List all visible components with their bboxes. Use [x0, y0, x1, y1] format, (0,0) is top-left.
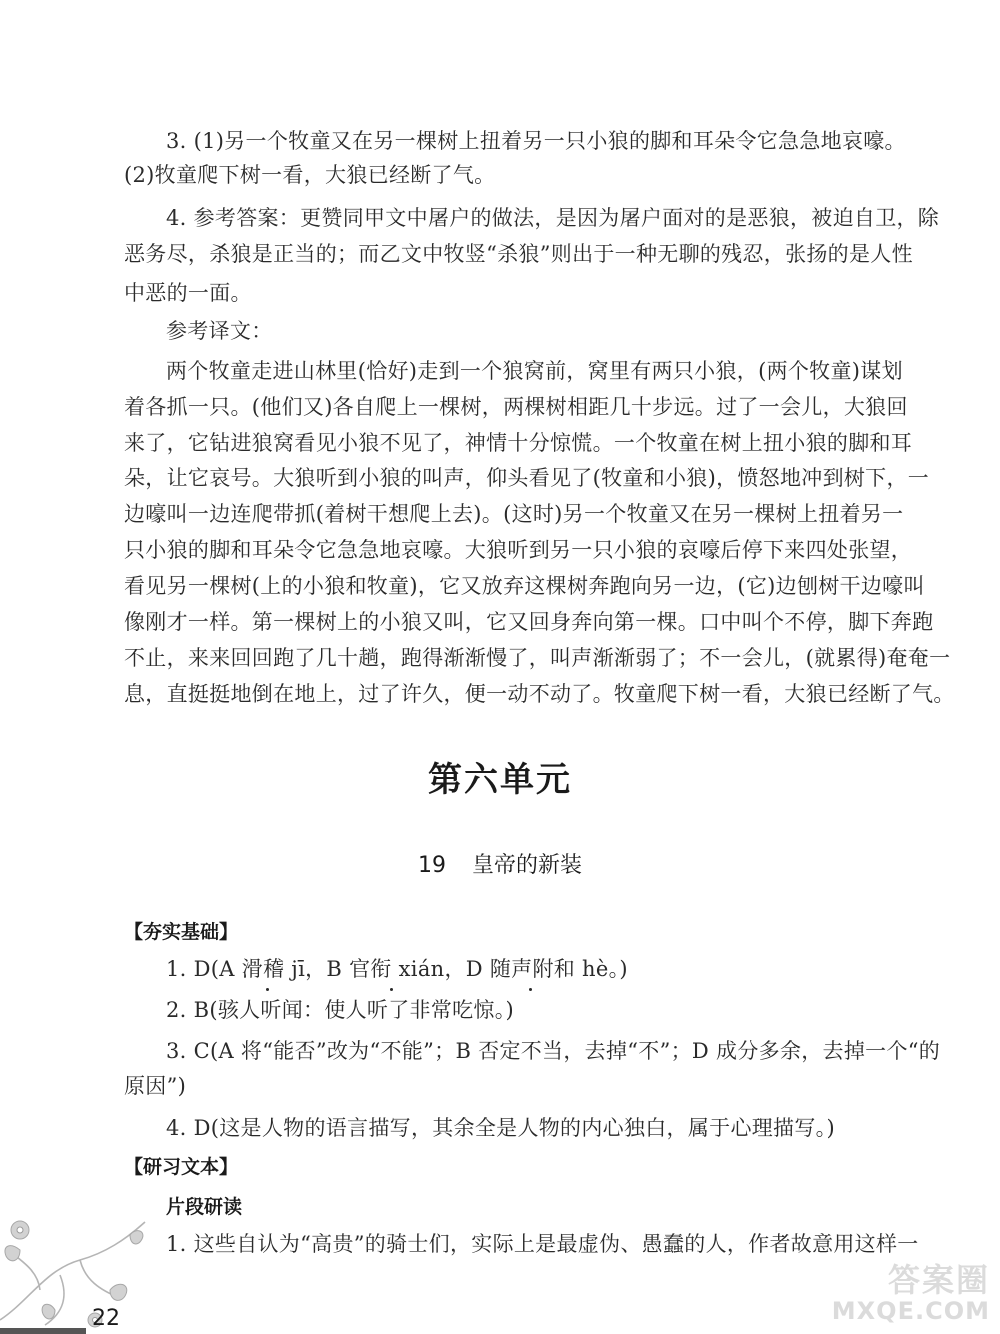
emphasis-dot: [390, 988, 393, 991]
lesson-name: 皇帝的新装: [471, 853, 582, 878]
page-number: 22: [92, 1306, 120, 1331]
lesson-number: 19: [417, 853, 446, 878]
basics-item-4: 4. D(这是人物的语言描写，其余全是人物的内心独白，属于心理描写。): [166, 1116, 835, 1140]
translation-line: 只小狼的脚和耳朵令它急急地哀嚎。大狼听到另一只小狼的哀嚎后停下来四处张望，: [124, 538, 913, 562]
translation-line: 看见另一棵树(上的小狼和牧童)，它又放弃这棵树奔跑向另一边，(它)边刨树干边嚎叫: [124, 574, 925, 598]
unit-title: 第六单元: [428, 760, 572, 800]
answer-3-line-1: 3. (1)另一个牧童又在另一棵树上扭着另一只小狼的脚和耳朵令它急急地哀嚎。: [166, 129, 906, 153]
basics-item-2: 2. B(骇人听闻：使人听了非常吃惊。): [166, 998, 515, 1022]
watermark-top: 答案圈: [887, 1261, 990, 1299]
section-heading-study: 【研习文本】: [124, 1156, 239, 1178]
emphasis-dot: [266, 988, 269, 991]
answer-4-line-1: 4. 参考答案：更赞同甲文中屠户的做法，是因为屠户面对的是恶狼，被迫自卫，除: [166, 206, 940, 230]
translation-line: 来了，它钻进狼窝看见小狼不见了，神情十分惊慌。一个牧童在树上扭小狼的脚和耳: [124, 431, 913, 455]
translation-line: 边嚎叫一边连爬带抓(着树干想爬上去)。(这时)另一个牧童又在另一棵树上扭着另一: [124, 502, 904, 526]
translation-line: 朵，让它哀号。大狼听到小狼的叫声，仰头看见了(牧童和小狼)，愤怒地冲到树下，一: [124, 466, 930, 490]
lesson-title: [0, 850, 1000, 882]
translation-label: 参考译文：: [166, 319, 273, 343]
answer-3-line-2: (2)牧童爬下树一看，大狼已经断了气。: [124, 163, 496, 187]
answer-4-line-2: 恶务尽，杀狼是正当的；而乙文中牧竖“杀狼”则出于一种无聊的残忍，张扬的是人性: [124, 242, 913, 266]
section-heading-basics: 【夯实基础】: [124, 921, 239, 943]
watermark: [832, 1262, 990, 1324]
basics-item-3-line-2: 原因”): [124, 1074, 187, 1098]
page-footer-bar: [0, 1328, 86, 1334]
emphasis-dot: [529, 988, 532, 991]
answer-4-line-3: 中恶的一面。: [124, 281, 252, 305]
basics-item-3-line-1: 3. C(A 将“能否”改为“不能”；B 否定不当，去掉“不”；D 成分多余，去掉一个“的: [166, 1039, 941, 1063]
translation-line: 像刚才一样。第一棵树上的小狼又叫，它又回身奔向第一棵。口中叫个不停，脚下奔跑: [124, 610, 934, 634]
translation-line: 着各抓一只。(他们又)各自爬上一棵树，两棵树相距几十步远。过了一会儿，大狼回: [124, 395, 908, 419]
translation-line: 不止，来来回回跑了几十趟，跑得渐渐慢了，叫声渐渐弱了；不一会儿，(就累得)奄奄一: [124, 646, 951, 670]
basics-item-1: 1. D(A 滑稽 jī，B 官衔 xián，D 随声附和 hè。): [166, 957, 628, 981]
floral-ornament-icon: [0, 1210, 150, 1328]
translation-line: 两个牧童走进山林里(恰好)走到一个狼窝前，窝里有两只小狼，(两个牧童)谋划: [166, 359, 903, 383]
translation-line: 息，直挺挺地倒在地上，过了许久，便一动不动了。牧童爬下树一看，大狼已经断了气。: [124, 682, 955, 706]
watermark-bottom: MXQE.COM: [831, 1297, 990, 1325]
subheading-passage-study: 片段研读: [166, 1196, 243, 1218]
study-item-1: 1. 这些自认为“高贵”的骑士们，实际上是最虚伪、愚蠢的人，作者故意用这样一: [166, 1232, 919, 1256]
